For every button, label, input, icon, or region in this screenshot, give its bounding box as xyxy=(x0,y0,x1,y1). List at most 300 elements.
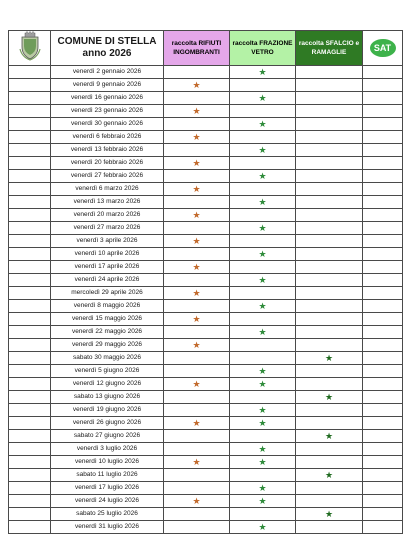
vetro-cell xyxy=(230,261,296,274)
blank-cell xyxy=(9,313,51,326)
vetro-cell xyxy=(230,157,296,170)
vetro-cell xyxy=(230,209,296,222)
blank-cell xyxy=(363,66,403,79)
blank-cell xyxy=(9,248,51,261)
date-cell: venerdì 10 luglio 2026 xyxy=(51,456,164,469)
date-cell: venerdì 12 giugno 2026 xyxy=(51,378,164,391)
table-row xyxy=(9,404,403,417)
vetro-cell xyxy=(230,235,296,248)
blank-cell xyxy=(363,339,403,352)
rifiuti-cell xyxy=(164,430,230,443)
vetro-cell xyxy=(230,495,296,508)
blank-cell xyxy=(9,352,51,365)
blank-cell xyxy=(9,365,51,378)
rifiuti-cell xyxy=(164,482,230,495)
table-row xyxy=(9,274,403,287)
star-icon: ★ xyxy=(192,236,201,246)
sfalcio-cell xyxy=(296,378,363,391)
sfalcio-cell xyxy=(296,105,363,118)
blank-cell xyxy=(363,261,403,274)
vetro-cell xyxy=(230,66,296,79)
blank-cell xyxy=(363,131,403,144)
vetro-cell xyxy=(230,417,296,430)
sfalcio-cell xyxy=(296,456,363,469)
date-cell: venerdì 19 giugno 2026 xyxy=(51,404,164,417)
rifiuti-cell xyxy=(164,352,230,365)
rifiuti-cell xyxy=(164,508,230,521)
rifiuti-cell xyxy=(164,131,230,144)
rifiuti-cell xyxy=(164,300,230,313)
star-icon: ★ xyxy=(258,67,267,77)
vetro-cell xyxy=(230,92,296,105)
vetro-cell xyxy=(230,170,296,183)
vetro-cell xyxy=(230,131,296,144)
star-icon: ★ xyxy=(258,301,267,311)
table-row xyxy=(9,66,403,79)
table-row xyxy=(9,508,403,521)
vetro-cell xyxy=(230,118,296,131)
date-cell: sabato 30 maggio 2026 xyxy=(51,352,164,365)
date-cell: venerdì 31 luglio 2026 xyxy=(51,521,164,534)
rifiuti-cell xyxy=(164,209,230,222)
date-cell: venerdì 9 gennaio 2026 xyxy=(51,79,164,92)
table-row xyxy=(9,183,403,196)
blank-cell xyxy=(363,209,403,222)
sfalcio-cell xyxy=(296,144,363,157)
sfalcio-cell xyxy=(296,404,363,417)
date-cell: venerdì 16 gennaio 2026 xyxy=(51,92,164,105)
table-row xyxy=(9,105,403,118)
vetro-cell xyxy=(230,196,296,209)
star-icon: ★ xyxy=(192,340,201,350)
blank-cell xyxy=(9,79,51,92)
sat-logo-text: SAT xyxy=(373,43,392,53)
vetro-cell xyxy=(230,521,296,534)
star-icon: ★ xyxy=(192,158,201,168)
rifiuti-cell xyxy=(164,391,230,404)
blank-cell xyxy=(9,170,51,183)
rifiuti-cell xyxy=(164,196,230,209)
blank-cell xyxy=(9,456,51,469)
date-cell: venerdì 17 luglio 2026 xyxy=(51,482,164,495)
rifiuti-cell xyxy=(164,378,230,391)
blank-cell xyxy=(363,443,403,456)
rifiuti-cell xyxy=(164,274,230,287)
date-cell: venerdì 8 maggio 2026 xyxy=(51,300,164,313)
blank-cell xyxy=(9,326,51,339)
sfalcio-cell xyxy=(296,183,363,196)
blank-cell xyxy=(9,131,51,144)
sfalcio-cell xyxy=(296,482,363,495)
table-row xyxy=(9,248,403,261)
star-icon: ★ xyxy=(192,132,201,142)
rifiuti-cell xyxy=(164,248,230,261)
date-cell: venerdì 2 gennaio 2026 xyxy=(51,66,164,79)
sfalcio-cell xyxy=(296,391,363,404)
vetro-cell xyxy=(230,456,296,469)
rifiuti-cell xyxy=(164,118,230,131)
vetro-cell xyxy=(230,287,296,300)
sfalcio-cell xyxy=(296,417,363,430)
table-row xyxy=(9,261,403,274)
calendar-sheet xyxy=(8,30,402,534)
blank-cell xyxy=(363,378,403,391)
blank-cell xyxy=(9,508,51,521)
sfalcio-cell xyxy=(296,365,363,378)
vetro-cell xyxy=(230,339,296,352)
star-icon: ★ xyxy=(258,197,267,207)
vetro-cell xyxy=(230,365,296,378)
table-row xyxy=(9,482,403,495)
sfalcio-cell xyxy=(296,287,363,300)
date-cell: venerdì 6 marzo 2026 xyxy=(51,183,164,196)
star-icon: ★ xyxy=(324,392,334,402)
blank-cell xyxy=(9,404,51,417)
star-icon: ★ xyxy=(258,496,267,506)
date-cell: sabato 27 giugno 2026 xyxy=(51,430,164,443)
sfalcio-cell xyxy=(296,430,363,443)
date-cell: venerdì 26 giugno 2026 xyxy=(51,417,164,430)
star-icon: ★ xyxy=(258,145,267,155)
blank-cell xyxy=(363,352,403,365)
date-cell: venerdì 27 febbraio 2026 xyxy=(51,170,164,183)
sfalcio-cell xyxy=(296,170,363,183)
rifiuti-cell xyxy=(164,66,230,79)
sfalcio-cell xyxy=(296,209,363,222)
blank-cell xyxy=(9,209,51,222)
date-cell: venerdì 22 maggio 2026 xyxy=(51,326,164,339)
date-cell: sabato 11 luglio 2026 xyxy=(51,469,164,482)
sfalcio-cell xyxy=(296,274,363,287)
blank-cell xyxy=(9,300,51,313)
blank-cell xyxy=(9,118,51,131)
date-cell: venerdì 20 marzo 2026 xyxy=(51,209,164,222)
date-cell: venerdì 5 giugno 2026 xyxy=(51,365,164,378)
date-cell: venerdì 27 marzo 2026 xyxy=(51,222,164,235)
table-row xyxy=(9,365,403,378)
date-cell: venerdì 24 luglio 2026 xyxy=(51,495,164,508)
blank-cell xyxy=(9,261,51,274)
blank-cell xyxy=(9,66,51,79)
blank-cell xyxy=(9,157,51,170)
sfalcio-cell xyxy=(296,261,363,274)
date-cell: venerdì 13 marzo 2026 xyxy=(51,196,164,209)
rifiuti-cell xyxy=(164,144,230,157)
vetro-cell xyxy=(230,378,296,391)
sfalcio-cell xyxy=(296,118,363,131)
blank-cell xyxy=(9,430,51,443)
vetro-cell xyxy=(230,144,296,157)
blank-cell xyxy=(9,521,51,534)
sfalcio-cell xyxy=(296,131,363,144)
table-row xyxy=(9,222,403,235)
collection-table xyxy=(8,30,403,534)
blank-cell xyxy=(363,430,403,443)
rifiuti-cell xyxy=(164,469,230,482)
star-icon: ★ xyxy=(324,470,334,480)
table-row xyxy=(9,131,403,144)
rifiuti-cell xyxy=(164,79,230,92)
table-row xyxy=(9,144,403,157)
vetro-cell xyxy=(230,183,296,196)
star-icon: ★ xyxy=(192,262,201,272)
star-icon: ★ xyxy=(258,223,267,233)
table-row xyxy=(9,417,403,430)
sat-logo-icon xyxy=(370,39,396,57)
blank-cell xyxy=(363,469,403,482)
blank-cell xyxy=(363,365,403,378)
table-row xyxy=(9,391,403,404)
vetro-cell xyxy=(230,469,296,482)
rifiuti-cell xyxy=(164,417,230,430)
blank-cell xyxy=(9,274,51,287)
rifiuti-cell xyxy=(164,222,230,235)
star-icon: ★ xyxy=(258,249,267,259)
star-icon: ★ xyxy=(324,509,334,519)
rifiuti-cell xyxy=(164,404,230,417)
rifiuti-cell xyxy=(164,456,230,469)
header-rifiuti: raccolta RIFIUTI INGOMBRANTI xyxy=(164,31,230,66)
table-row xyxy=(9,469,403,482)
table-row xyxy=(9,313,403,326)
blank-cell xyxy=(363,404,403,417)
blank-cell xyxy=(363,222,403,235)
coat-of-arms-icon xyxy=(19,31,41,61)
star-icon: ★ xyxy=(258,457,267,467)
star-icon: ★ xyxy=(192,80,201,90)
star-icon: ★ xyxy=(192,457,201,467)
date-cell: venerdì 15 maggio 2026 xyxy=(51,313,164,326)
vetro-cell xyxy=(230,326,296,339)
date-cell: venerdì 24 aprile 2026 xyxy=(51,274,164,287)
vetro-cell xyxy=(230,313,296,326)
vetro-cell xyxy=(230,105,296,118)
table-row xyxy=(9,456,403,469)
star-icon: ★ xyxy=(258,93,267,103)
vetro-cell xyxy=(230,482,296,495)
header-vetro: raccolta FRAZIONE VETRO xyxy=(230,31,296,66)
star-icon: ★ xyxy=(258,379,267,389)
star-icon: ★ xyxy=(192,288,201,298)
date-cell: venerdì 30 gennaio 2026 xyxy=(51,118,164,131)
sfalcio-cell xyxy=(296,469,363,482)
table-row xyxy=(9,92,403,105)
date-cell: venerdì 3 aprile 2026 xyxy=(51,235,164,248)
right-logo-cell xyxy=(363,31,403,66)
blank-cell xyxy=(363,326,403,339)
star-icon: ★ xyxy=(258,522,267,532)
date-cell: venerdì 3 luglio 2026 xyxy=(51,443,164,456)
star-icon: ★ xyxy=(192,184,201,194)
blank-cell xyxy=(363,118,403,131)
date-cell: venerdì 6 febbraio 2026 xyxy=(51,131,164,144)
sfalcio-cell xyxy=(296,248,363,261)
table-row xyxy=(9,352,403,365)
table-row xyxy=(9,196,403,209)
year-title: anno 2026 xyxy=(82,48,132,59)
star-icon: ★ xyxy=(192,106,201,116)
blank-cell xyxy=(363,287,403,300)
star-icon: ★ xyxy=(258,171,267,181)
table-row xyxy=(9,79,403,92)
sfalcio-cell xyxy=(296,352,363,365)
vetro-cell xyxy=(230,79,296,92)
vetro-cell xyxy=(230,404,296,417)
blank-cell xyxy=(9,378,51,391)
rifiuti-cell xyxy=(164,495,230,508)
blank-cell xyxy=(363,92,403,105)
blank-cell xyxy=(363,170,403,183)
sfalcio-cell xyxy=(296,196,363,209)
sfalcio-cell xyxy=(296,66,363,79)
vetro-cell xyxy=(230,430,296,443)
star-icon: ★ xyxy=(192,496,201,506)
rifiuti-cell xyxy=(164,365,230,378)
blank-cell xyxy=(363,196,403,209)
star-icon: ★ xyxy=(258,405,267,415)
vetro-cell xyxy=(230,248,296,261)
blank-cell xyxy=(9,105,51,118)
sfalcio-cell xyxy=(296,222,363,235)
star-icon: ★ xyxy=(258,327,267,337)
blank-cell xyxy=(9,287,51,300)
vetro-cell xyxy=(230,300,296,313)
date-cell: venerdì 13 febbraio 2026 xyxy=(51,144,164,157)
blank-cell xyxy=(363,274,403,287)
header-row xyxy=(9,31,403,66)
table-row xyxy=(9,235,403,248)
blank-cell xyxy=(9,391,51,404)
rifiuti-cell xyxy=(164,105,230,118)
date-cell: sabato 25 luglio 2026 xyxy=(51,508,164,521)
vetro-cell xyxy=(230,222,296,235)
table-row xyxy=(9,209,403,222)
table-row xyxy=(9,157,403,170)
date-cell: venerdì 20 febbraio 2026 xyxy=(51,157,164,170)
star-icon: ★ xyxy=(192,418,201,428)
sfalcio-cell xyxy=(296,313,363,326)
rifiuti-cell xyxy=(164,521,230,534)
header-sfalcio: raccolta SFALCIO e RAMAGLIE xyxy=(296,31,363,66)
blank-cell xyxy=(9,235,51,248)
blank-cell xyxy=(363,157,403,170)
sfalcio-cell xyxy=(296,339,363,352)
blank-cell xyxy=(9,482,51,495)
blank-cell xyxy=(9,222,51,235)
sfalcio-cell xyxy=(296,495,363,508)
date-cell: sabato 13 giugno 2026 xyxy=(51,391,164,404)
star-icon: ★ xyxy=(324,431,334,441)
rifiuti-cell xyxy=(164,339,230,352)
blank-cell xyxy=(363,391,403,404)
date-cell: venerdì 17 aprile 2026 xyxy=(51,261,164,274)
blank-cell xyxy=(363,508,403,521)
blank-cell xyxy=(9,469,51,482)
star-icon: ★ xyxy=(258,418,267,428)
sfalcio-cell xyxy=(296,235,363,248)
table-row xyxy=(9,521,403,534)
rifiuti-cell xyxy=(164,157,230,170)
blank-cell xyxy=(363,417,403,430)
date-cell: venerdì 10 aprile 2026 xyxy=(51,248,164,261)
blank-cell xyxy=(363,144,403,157)
star-icon: ★ xyxy=(192,314,201,324)
table-row xyxy=(9,300,403,313)
blank-cell xyxy=(9,144,51,157)
sfalcio-cell xyxy=(296,443,363,456)
rifiuti-cell xyxy=(164,287,230,300)
star-icon: ★ xyxy=(324,353,334,363)
star-icon: ★ xyxy=(258,119,267,129)
rifiuti-cell xyxy=(164,183,230,196)
table-row xyxy=(9,378,403,391)
blank-cell xyxy=(363,456,403,469)
vetro-cell xyxy=(230,352,296,365)
rifiuti-cell xyxy=(164,235,230,248)
star-icon: ★ xyxy=(192,379,201,389)
star-icon: ★ xyxy=(258,275,267,285)
vetro-cell xyxy=(230,391,296,404)
star-icon: ★ xyxy=(192,210,201,220)
table-row xyxy=(9,443,403,456)
table-row xyxy=(9,430,403,443)
blank-cell xyxy=(9,339,51,352)
blank-cell xyxy=(363,300,403,313)
date-cell: venerdì 23 gennaio 2026 xyxy=(51,105,164,118)
sfalcio-cell xyxy=(296,508,363,521)
blank-cell xyxy=(363,105,403,118)
blank-cell xyxy=(9,443,51,456)
blank-cell xyxy=(363,235,403,248)
town-title: COMUNE DI STELLA xyxy=(57,36,157,47)
sfalcio-cell xyxy=(296,79,363,92)
blank-cell xyxy=(363,79,403,92)
table-row xyxy=(9,287,403,300)
sfalcio-cell xyxy=(296,521,363,534)
title-cell xyxy=(51,31,164,66)
blank-cell xyxy=(9,92,51,105)
blank-cell xyxy=(363,482,403,495)
star-icon: ★ xyxy=(258,483,267,493)
table-row xyxy=(9,326,403,339)
blank-cell xyxy=(9,495,51,508)
table-row xyxy=(9,170,403,183)
blank-cell xyxy=(9,183,51,196)
rifiuti-cell xyxy=(164,261,230,274)
sfalcio-cell xyxy=(296,326,363,339)
blank-cell xyxy=(363,521,403,534)
blank-cell xyxy=(9,417,51,430)
sfalcio-cell xyxy=(296,157,363,170)
date-cell: mercoledì 29 aprile 2026 xyxy=(51,287,164,300)
vetro-cell xyxy=(230,443,296,456)
rifiuti-cell xyxy=(164,170,230,183)
blank-cell xyxy=(9,196,51,209)
blank-cell xyxy=(363,248,403,261)
star-icon: ★ xyxy=(258,366,267,376)
rifiuti-cell xyxy=(164,326,230,339)
sfalcio-cell xyxy=(296,92,363,105)
rifiuti-cell xyxy=(164,313,230,326)
blank-cell xyxy=(363,495,403,508)
star-icon: ★ xyxy=(258,444,267,454)
left-logo-cell xyxy=(9,31,51,66)
vetro-cell xyxy=(230,274,296,287)
table-row xyxy=(9,339,403,352)
blank-cell xyxy=(363,313,403,326)
collection-rows xyxy=(9,66,403,534)
table-row xyxy=(9,495,403,508)
